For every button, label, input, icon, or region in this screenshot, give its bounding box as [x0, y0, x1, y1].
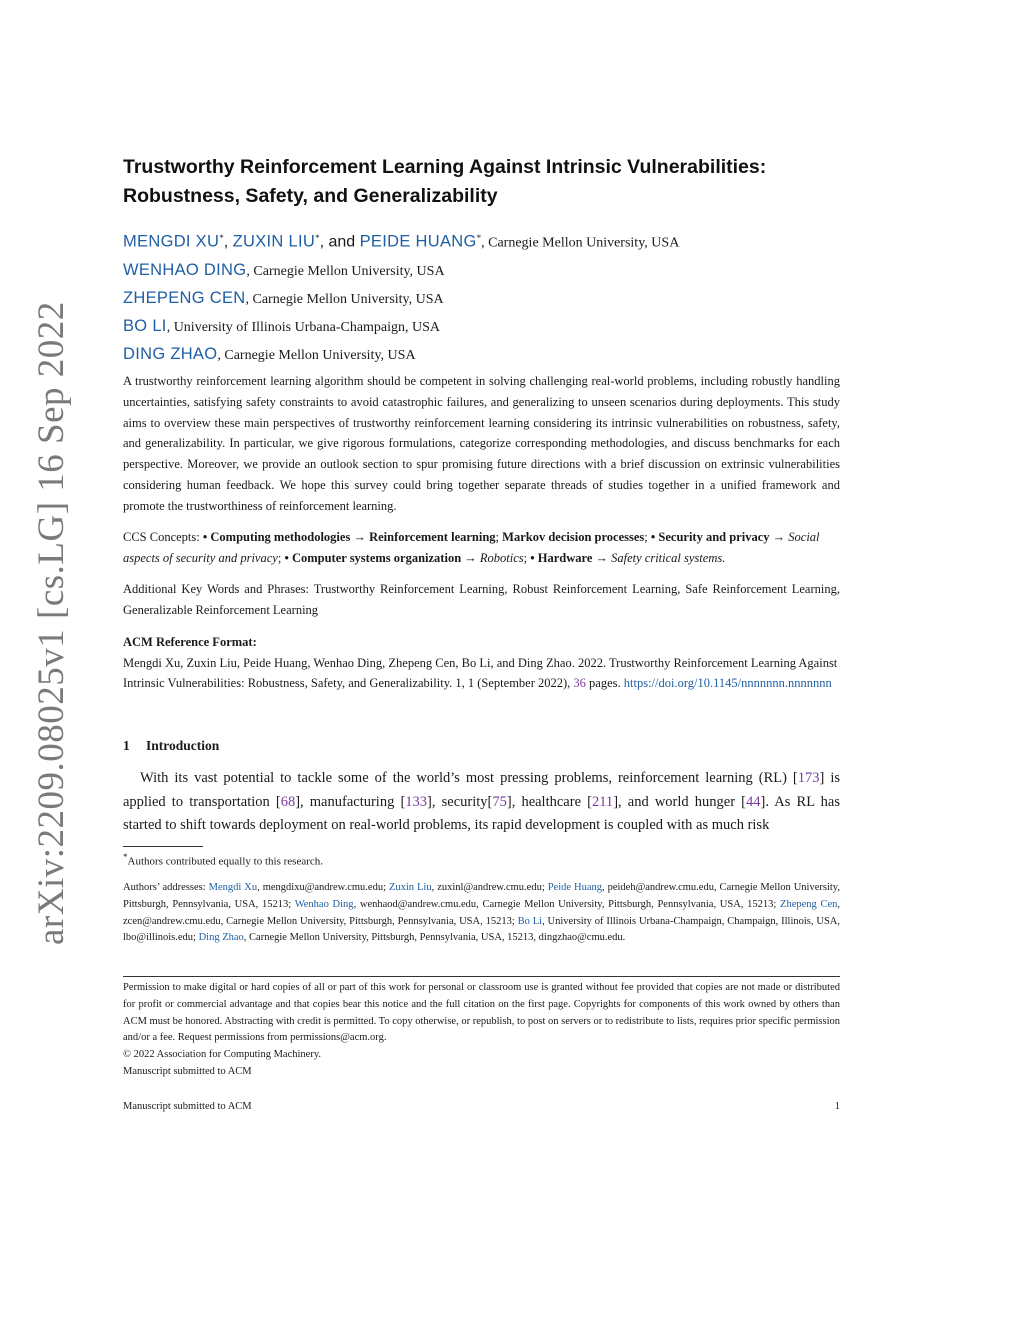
footnote-rule: [123, 846, 203, 847]
author-line-4: BO LI, University of Illinois Urbana-Champaign, USA: [123, 316, 441, 335]
affiliation: Carnegie Mellon University, USA: [252, 291, 444, 307]
permission-text: Permission to make digital or hard copies of all or part of this work for personal or classroom use is granted without fee provided that copies are not made or distributed for profit or commercial advantage and that copies bear this notice and the full citation on the first page. Copyrights for components of this work owned by others than ACM must be honored. Abstracting with credit is permitted. To copy otherwise, or republish, to post on servers or to redistribute to lists, requires prior specific permission and/or a fee. Request permissions from permissions@acm.org.: [123, 982, 840, 1044]
author-address-link[interactable]: Peide Huang: [547, 882, 603, 893]
citation-link[interactable]: 211: [591, 793, 614, 810]
author-address-link[interactable]: Wenhao Ding: [294, 898, 354, 910]
author-address-link[interactable]: Ding Zhao: [198, 932, 244, 944]
ccs-concept: • Hardware: [530, 551, 593, 565]
title-line-1: Trustworthy Reinforcement Learning Against Intrinsic Vulnerabilities:: [123, 156, 767, 178]
author-address-link[interactable]: Bo Li: [517, 915, 543, 927]
section-title: Introduction: [146, 738, 220, 753]
acm-reference-heading: ACM Reference Format:: [123, 635, 257, 649]
citation-link[interactable]: 68: [280, 793, 296, 810]
author-address-link[interactable]: Mengdi Xu: [208, 882, 258, 893]
arxiv-identifier: arXiv:2209.08025v1 [cs.LG] 16 Sep 2022: [31, 301, 72, 945]
section-heading: [123, 738, 840, 754]
author-address-link[interactable]: Zuxin Liu: [388, 882, 432, 893]
abstract: A trustworthy reinforcement learning algorithm should be competent in solving challenging real-world problems, including robustly handling uncertainties, satisfying safety constraints to avoid catastrophic failures, and generalizing to unseen scenarios during deployments. This study aims to overview these main perspectives of trustworthy reinforcement learning considering its intrinsic vulnerabilities on robustness, safety, and generalizability. In particular, we give rigorous formulations, categorize corresponding methodologies, and discuss benchmarks for each perspective. Moreover, we provide an outlook section to spur promising future directions with a brief discussion on extrinsic vulnerabilities considering human feedback. We hope this survey could bring together separate threads of studies together in a unified framework and promote the trustworthiness of reinforcement learning.: [123, 374, 840, 513]
affiliation: University of Illinois Urbana-Champaign, USA: [173, 319, 441, 335]
citation-link[interactable]: 75: [492, 793, 507, 810]
author-link-peide-huang[interactable]: PEIDE HUANG: [359, 232, 477, 251]
citation-link[interactable]: 173: [797, 770, 820, 786]
permission-notice: [123, 980, 840, 1081]
footer-left: Manuscript submitted to ACM: [123, 1101, 252, 1112]
ccs-concept: Markov decision processes: [502, 530, 645, 544]
author-address-link[interactable]: Zhepeng Cen: [780, 898, 838, 910]
footnote: *Authors contributed equally to this research.: [123, 852, 324, 868]
equal-contrib-mark: *: [476, 233, 482, 243]
manuscript-line: Manuscript submitted to ACM: [123, 1065, 252, 1077]
page-count-link[interactable]: 36: [573, 676, 586, 690]
author-link-ding-zhao[interactable]: DING ZHAO: [123, 344, 218, 363]
author-link-zuxin-liu[interactable]: ZUXIN LIU: [232, 232, 316, 251]
author-addresses: Authors’ addresses: Mengdi Xu, mengdixu@andrew.cmu.edu; Zuxin Liu, zuxinl@andrew.cmu.edu; Peide Huang, peideh@andrew.cmu.edu, Carnegie Mellon University, Pittsburgh, Pennsylvania, USA, 15213; Wenhao Ding, wenhaod@andrew.cmu.edu, Carnegie Mellon University, Pittsburgh, Pennsylvania, USA, 15213; Zhepeng Cen, zcen@andrew.cmu.edu, Carnegie Mellon University, Pittsburgh, Pennsylvania, USA, 15213; Bo Li, University of Illinois Urbana-Champaign, Champaign, Illinois, USA, lbo@illinois.edu; Ding Zhao, Carnegie Mellon University, Pittsburgh, Pennsylvania, USA, 15213, dingzhao@cmu.edu.: [123, 882, 841, 944]
intro-paragraph: With its vast potential to tackle some of the world’s most pressing problems, reinforcement learning (RL) [173] is applied to transportation [68], manufacturing [133], security[75], healthcare [211], and world hunger [44]. As RL has started to shift towards deployment on real-world problems, its rapid development is coupled with as much risk: [123, 770, 841, 833]
affiliation: Carnegie Mellon University, USA: [488, 235, 680, 251]
ccs-concept: → Social aspects of security and privacy: [123, 530, 820, 565]
page-number: 1: [834, 1101, 840, 1112]
author-link-bo-li[interactable]: BO LI: [123, 316, 167, 335]
affiliation: Carnegie Mellon University, USA: [224, 347, 416, 363]
author-line-3: ZHEPENG CEN, Carnegie Mellon University, USA: [123, 288, 444, 307]
author-link-wenhao-ding[interactable]: WENHAO DING: [123, 260, 247, 279]
citation-link[interactable]: 133: [405, 793, 428, 810]
citation-link[interactable]: 44: [746, 793, 761, 810]
ccs-concept: • Computer systems organization: [284, 551, 462, 565]
section-number: 1: [123, 738, 130, 753]
title-line-2: Robustness, Safety, and Generalizability: [123, 185, 498, 207]
equal-contrib-mark: *: [315, 233, 320, 243]
equal-contrib-mark: *: [219, 233, 224, 243]
keywords: Additional Key Words and Phrases: Trustworthy Reinforcement Learning, Robust Reinforcement Learning, Safe Reinforcement Learning, Generalizable Reinforcement Learning: [123, 582, 840, 617]
paper-title: [123, 153, 840, 211]
ccs-concept: • Security and privacy: [650, 530, 770, 544]
acm-reference-text: Mengdi Xu, Zuxin Liu, Peide Huang, Wenhao Ding, Zhepeng Cen, Bo Li, and Ding Zhao. 2022. Trustworthy Reinforcement Learning Against Intrinsic Vulnerabilities: Robustness, Safety, and Generalizability. 1, 1 (September 2022), 36 pages. https://doi.org/10.1145/nnnnnnn.nnnnnnn: [123, 655, 838, 690]
author-line-1: MENGDI XU*, ZUXIN LIU*, and PEIDE HUANG*, Carnegie Mellon University, USA: [123, 232, 680, 251]
author-conjunction: and: [328, 233, 356, 251]
author-block: [123, 225, 840, 369]
affiliation: Carnegie Mellon University, USA: [253, 263, 445, 279]
doi-link[interactable]: https://doi.org/10.1145/nnnnnnn.nnnnnnn: [623, 676, 832, 690]
author-link-zhepeng-cen[interactable]: ZHEPENG CEN: [123, 288, 246, 307]
author-line-5: DING ZHAO, Carnegie Mellon University, USA: [123, 344, 416, 363]
ccs-concept: → Robotics: [464, 551, 524, 565]
ccs-concept: → Safety critical systems.: [595, 551, 726, 565]
permission-rule: [123, 976, 840, 977]
author-link-mengdi-xu[interactable]: MENGDI XU: [123, 232, 220, 251]
copyright-line: © 2022 Association for Computing Machinery.: [123, 1049, 322, 1061]
author-line-2: WENHAO DING, Carnegie Mellon University, USA: [123, 260, 445, 279]
ccs-concepts: CCS Concepts: • Computing methodologies → Reinforcement learning; Markov decision processes; • Security and privacy → Social aspects of security and privacy; • Computer systems organization → Robotics; • Hardware → Safety critical systems.: [123, 530, 820, 565]
ccs-label: CCS Concepts:: [123, 530, 200, 544]
acm-reference: [123, 632, 840, 694]
page-footer: [123, 1101, 840, 1112]
ccs-concept: • Computing methodologies → Reinforcement learning: [202, 530, 496, 544]
